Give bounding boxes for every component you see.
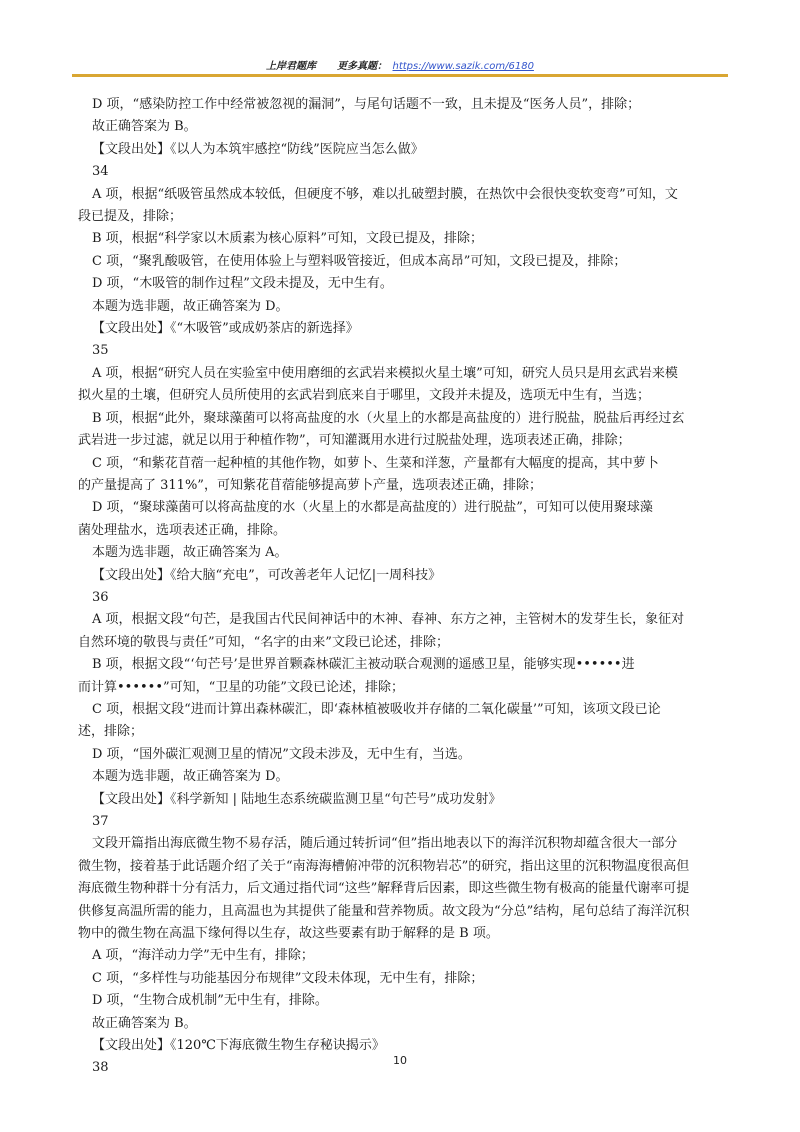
- text-line: D 项，“生物合成机制”无中生有，排除。: [92, 993, 328, 1009]
- text-line: D 项，“聚球藻菌可以将高盐度的水（火星上的水都是高盐度的）进行脱盐”，可知可以使用聚球藻: [92, 500, 653, 516]
- text-line: C 项，根据文段“进而计算出森林碳汇，即‘森林植被吸收并存储的二氧化碳量’”可知，该项文段已论: [92, 701, 661, 717]
- text-line: D 项，“木吸管的制作过程”文段未提及，无中生有。: [92, 276, 393, 292]
- text-line: B 项，根据“此外，聚球藻菌可以将高盐度的水（火星上的水都是高盐度的）进行脱盐，脱盐后再经过玄: [92, 410, 685, 426]
- text-line: A 项，“海洋动力学”无中生有，排除；: [92, 948, 314, 964]
- question-number: 34: [92, 164, 109, 180]
- text-line: B 项，根据“科学家以木质素为核心原料”可知，文段已提及，排除；: [92, 231, 483, 247]
- header-label: 更多真题：: [337, 61, 388, 72]
- text-line: A 项，根据文段“句芒，是我国古代民间神话中的木神、春神、东方之神，主管树木的发芽生长，象征对: [92, 612, 685, 628]
- text-line: 故正确答案为 B。: [92, 1015, 197, 1031]
- header-brand: 上岸君题库: [266, 61, 317, 72]
- text-line: D 项，“国外碳汇观测卫星的情况”文段未涉及，无中生有，当选。: [92, 746, 471, 762]
- document-body: [78, 94, 726, 1080]
- text-line: A 项，根据“研究人员在实验室中使用磨细的玄武岩来模拟火星土壤”可知，研究人员只是用玄武岩来模: [92, 365, 678, 381]
- page-number: 10: [393, 1054, 407, 1067]
- question-number: 38: [92, 1060, 109, 1076]
- text-line: 物中的微生物在高温下缘何得以生存，故这些要素有助于解释的是 B 项。: [78, 926, 499, 942]
- header-divider: [72, 74, 728, 77]
- text-line: 微生物，接着基于此话题介绍了关于“南海海槽俯冲带的沉积物岩芯”的研究，指出这里的沉积物温度很高但: [78, 858, 690, 874]
- text-line: 供修复高温所需的能力，且高温也为其提供了能量和营养物质。故文段为“分总”结构，尾句总结了海洋沉积: [78, 903, 690, 919]
- text-line: 文段开篇指出海底微生物不易存活，随后通过转折词“但”指出地表以下的海洋沉积物却蕴含很大一部分: [92, 836, 678, 852]
- text-line: 【文段出处】《给大脑“充电”，可改善老年人记忆|一周科技》: [92, 567, 442, 583]
- text-line: 故正确答案为 B。: [92, 119, 197, 135]
- text-line: 述，排除；: [78, 724, 144, 740]
- text-line: 段已提及，排除；: [78, 209, 183, 225]
- text-line: 本题为选非题，故正确答案为 D。: [92, 298, 289, 314]
- text-line: 的产量提高了 311%”，可知紫花苜蓿能够提高萝卜产量，选项表述正确，排除；: [78, 477, 542, 493]
- text-line: 菌处理盐水，选项表述正确，排除。: [78, 522, 287, 538]
- text-line: 【文段出处】《以人为本筑牢感控“防线”医院应当怎么做》: [92, 141, 424, 157]
- text-line: D 项，“感染防控工作中经常被忽视的漏洞”，与尾句话题不一致，且未提及“医务人员”，排除；: [92, 97, 641, 112]
- question-number: 36: [92, 589, 109, 605]
- text-line: 武岩进一步过滤，就足以用于种植作物”，可知灌溉用水进行过脱盐处理，选项表述正确，排除；: [78, 433, 631, 449]
- text-line: 自然环境的敬畏与责任”可知，“名字的由来”文段已论述，排除；: [78, 634, 449, 650]
- text-line: B 项，根据文段“‘句芒号’是世界首颗森林碳汇主被动联合观测的遥感卫星，能够实现••••••进: [92, 657, 635, 673]
- question-number: 37: [92, 814, 109, 829]
- text-line: 本题为选非题，故正确答案为 A。: [92, 545, 288, 561]
- header-url-link[interactable]: https://www.sazik.com/6180: [392, 61, 534, 72]
- text-line: 【文段出处】《科学新知 | 陆地生态系统碳监测卫星“句芒号”成功发射》: [92, 791, 502, 807]
- text-line: 拟火星的土壤，但研究人员所使用的玄武岩到底来自于哪里，文段并未提及，选项无中生有，当选；: [78, 388, 651, 404]
- text-line: 【文段出处】《“木吸管”或成奶茶店的新选择》: [92, 321, 359, 337]
- text-line: 本题为选非题，故正确答案为 D。: [92, 769, 289, 785]
- text-line: A 项，根据“纸吸管虽然成本较低，但硬度不够，难以扎破塑封膜，在热饮中会很快变软变弯”可知，文: [92, 186, 678, 202]
- text-line: 而计算••••••”可知，“卫星的功能”文段已论述，排除；: [78, 679, 404, 695]
- text-line: C 项，“聚乳酸吸管，在使用体验上与塑料吸管接近，但成本高昂”可知，文段已提及，排除；: [92, 253, 627, 269]
- text-line: C 项，“多样性与功能基因分布规律”文段未体现，无中生有，排除；: [92, 970, 484, 986]
- question-number: 35: [92, 343, 109, 359]
- text-line: 海底微生物种群十分有活力，后文通过指代词“这些”解释背后因素，即这些微生物有极高的能量代谢率可提: [78, 881, 690, 897]
- text-line: 【文段出处】《120℃下海底微生物生存秘诀揭示》: [92, 1038, 385, 1054]
- page-header: [72, 57, 728, 75]
- text-line: C 项，“和紫花苜蓿一起种植的其他作物，如萝卜、生菜和洋葱，产量都有大幅度的提高，其中萝卜: [92, 455, 659, 471]
